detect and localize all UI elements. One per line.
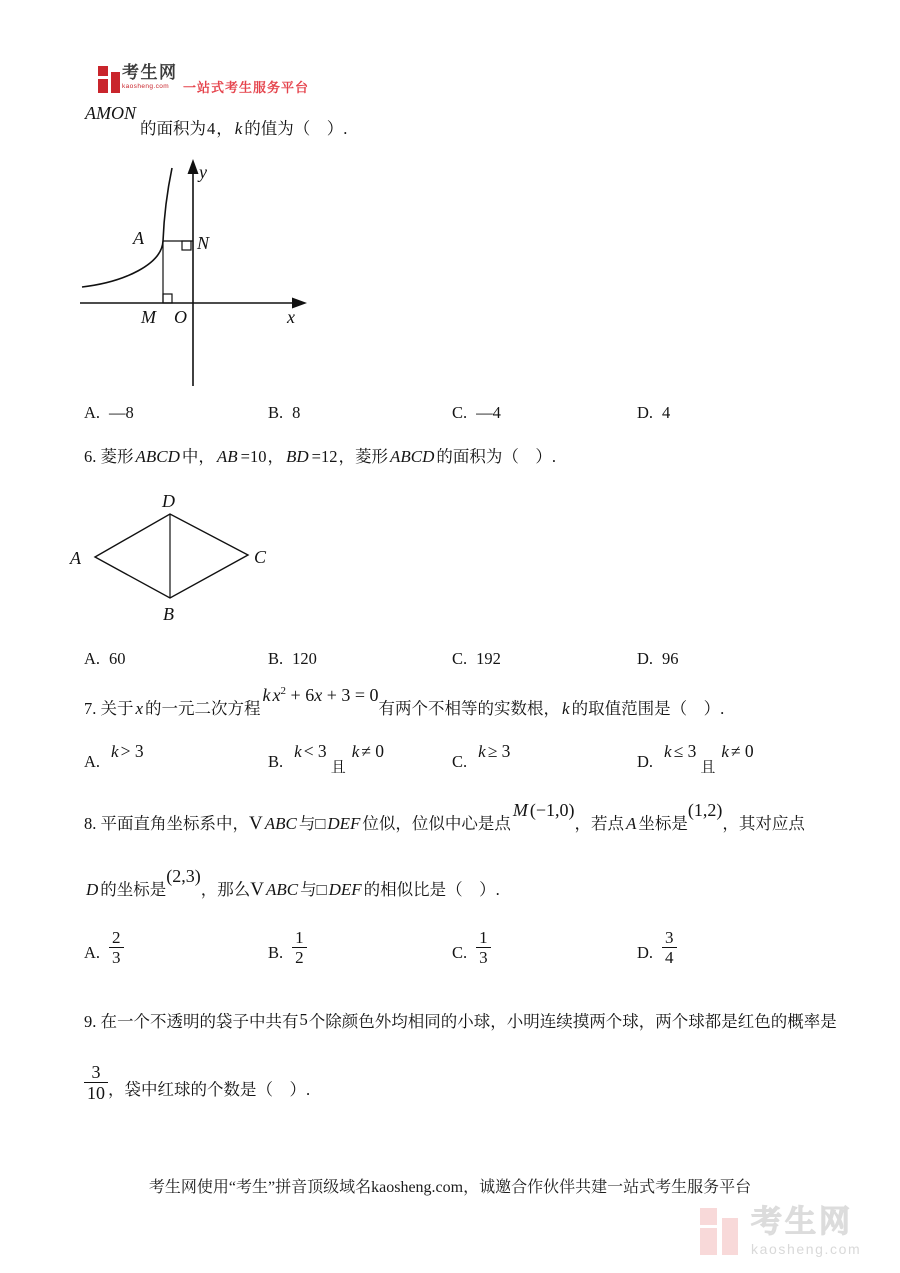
- watermark-domain: kaosheng.com: [751, 1241, 862, 1257]
- q8-number: 8.: [84, 814, 97, 833]
- q6-option-d: D. 96: [637, 649, 679, 668]
- label-d: D: [162, 491, 175, 511]
- rhombus-outline: [95, 514, 248, 598]
- q8-option-b: B. $\frac{1}{2}$: [268, 928, 307, 967]
- triangle-glyph: V: [250, 879, 265, 900]
- label-a: A: [133, 228, 144, 248]
- label-a: A: [70, 548, 81, 568]
- watermark-name: 考生网: [751, 1204, 853, 1239]
- q9-number: 9.: [84, 1012, 97, 1031]
- label-n: N: [197, 233, 210, 253]
- q7-option-a: A.k > 3: [84, 741, 144, 771]
- q8-point-m: M (−1,0): [512, 800, 575, 820]
- q5-option-a: A. —8: [84, 403, 134, 422]
- q8-option-d: D. $\frac{3}{4}$: [637, 928, 677, 967]
- question-6: 6. 菱形 ABCD 中， AB =10， BD =12，菱形 ABCD 的面积为（ ）.: [84, 447, 556, 466]
- y-axis-arrow: [188, 159, 199, 174]
- box-glyph: □: [316, 880, 327, 899]
- label-b: B: [163, 604, 174, 624]
- rhombus-diagram: [60, 487, 300, 635]
- q8-option-c: C. $\frac{1}{3}$: [452, 928, 491, 967]
- q8-options-row: [0, 928, 900, 980]
- logo-tagline: 一站式考生服务平台: [183, 80, 310, 95]
- right-angle-mark-n: [182, 241, 191, 250]
- question-9: 9. 在一个不透明的袋子中共有5个除颜色外均相同的小球，小明连续摸两个球，两个球都是红色的概率是: [84, 1010, 837, 1031]
- kaosheng-watermark-icon: [700, 1206, 740, 1266]
- q6-option-c: C. 192: [452, 649, 501, 668]
- q7-options-row: [0, 741, 900, 781]
- question-7: 7. 关于 x 的一元二次方程k $x^2 + 6x + 3 = 0$有两个不相等的实数根， k 的取值范围是（ ）.: [84, 685, 725, 718]
- question-8-line2: D 的坐标是(2,3)，那么V ABC 与□ DEF 的相似比是（ ）.: [86, 866, 500, 900]
- q5-option-b: B. 8: [268, 403, 301, 422]
- question-5-tail: AMON的面积为4， k 的值为（ ）.: [85, 103, 348, 138]
- label-o: O: [174, 307, 187, 327]
- q8-option-a: A. $\frac{2}{3}$: [84, 928, 124, 967]
- q5-formula-amon: AMON: [85, 103, 136, 123]
- q8-coord-a: (1,2): [687, 800, 723, 820]
- hyperbola-graph: [75, 156, 315, 394]
- triangle-glyph: V: [249, 813, 263, 834]
- q7-number: 7.: [84, 699, 97, 718]
- kaosheng-watermark: [700, 1206, 861, 1266]
- q6-number: 6.: [84, 447, 97, 466]
- q9-fraction: $\frac{3}{10}$: [84, 1062, 108, 1103]
- label-y: y: [199, 162, 207, 182]
- q7-option-c: C.k ≥ 3: [452, 741, 511, 771]
- box-glyph: □: [315, 814, 326, 833]
- q6-options-row: [0, 649, 900, 673]
- right-angle-mark-m: [163, 294, 172, 303]
- q6-option-a: A. 60: [84, 649, 126, 668]
- label-x: x: [287, 307, 295, 327]
- q5-options-row: [0, 403, 900, 427]
- q6-option-b: B. 120: [268, 649, 317, 668]
- question-9-fraction-line: [84, 1062, 310, 1103]
- logo-domain: kaosheng.com: [122, 83, 170, 90]
- q7-option-d: D.k ≤ 3且k ≠ 0: [637, 741, 754, 776]
- q5-option-d: D. 4: [637, 403, 671, 422]
- hyperbola-curve: [82, 168, 172, 287]
- footer-text: 考生网使用“考生”拼音顶级域名kaosheng.com，诚邀合作伙伴共建一站式考生服务平台: [148, 1179, 752, 1196]
- question-8-line1: 8. 平面直角坐标系中，V ABC 与□ DEF 位似，位似中心是点M (−1,0)，若点 A 坐标是(1,2)，其对应点: [84, 800, 805, 834]
- q5-text: 的面积为: [140, 119, 206, 138]
- q8-coord-d: (2,3): [166, 866, 201, 886]
- q9-tail: ，袋中红球的个数是（ ）.: [108, 1079, 311, 1099]
- label-c: C: [254, 547, 267, 567]
- q7-equation: k $x^2 + 6x + 3 = 0$: [262, 685, 379, 705]
- kaosheng-logo: [95, 58, 395, 98]
- q7-option-b: B.k < 3且k ≠ 0: [268, 741, 384, 776]
- kaosheng-logo-icon: [95, 58, 121, 94]
- label-m: M: [141, 307, 156, 327]
- q5-option-c: C. —4: [452, 403, 501, 422]
- logo-name: 考生网: [122, 63, 178, 82]
